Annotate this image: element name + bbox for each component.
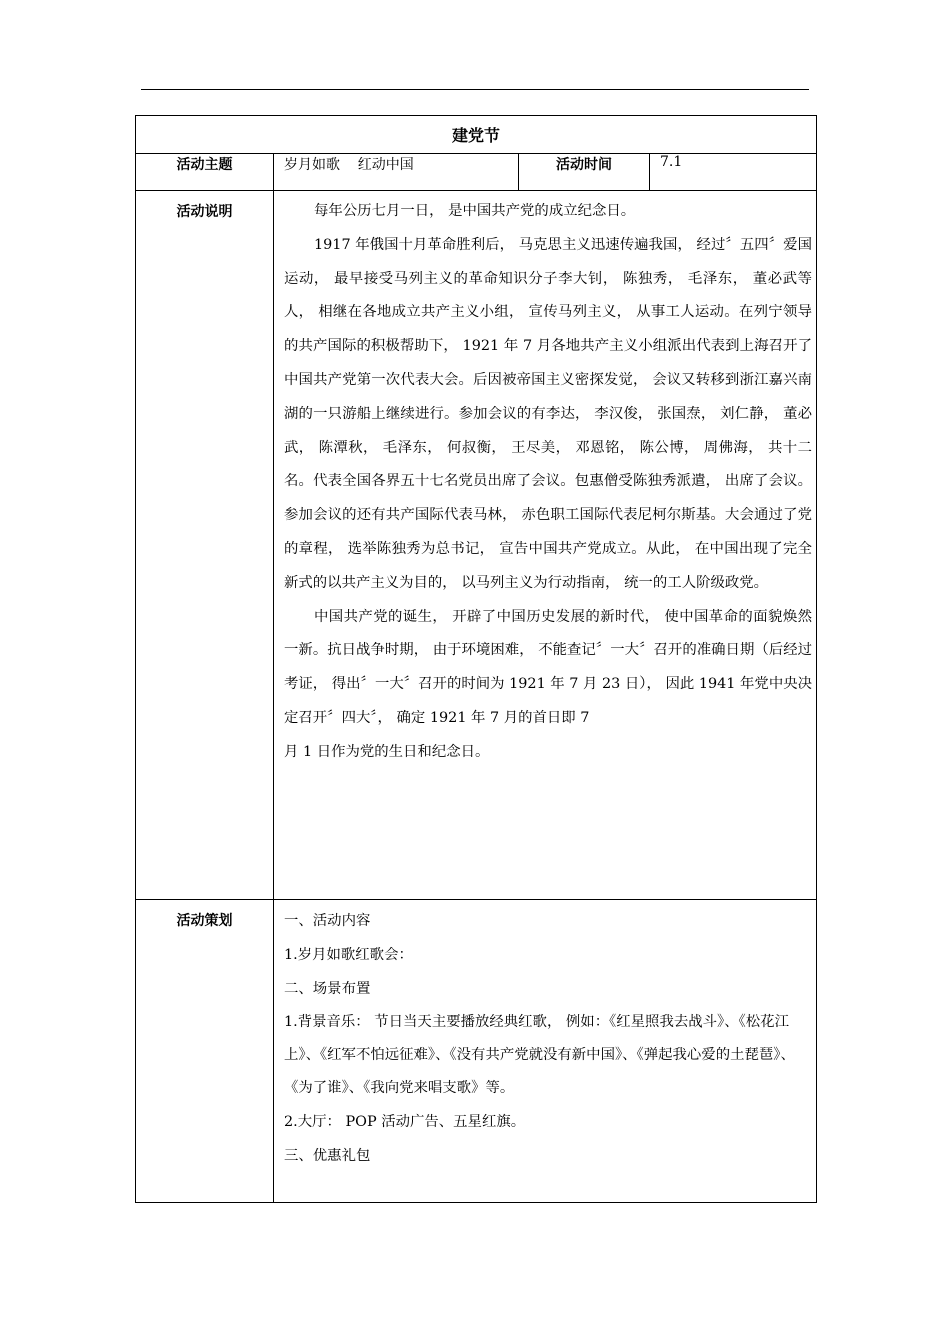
time-label: 活动时间 <box>519 154 650 191</box>
description-paragraph: 1917 年俄国十月革命胜利后， 马克思主义迅速传遍我国， 经过〞五四〞爱国运动， 最早接受马列主义的革命知识分子李大钊， 陈独秀， 毛泽东， 董必武等人， 相继在各地成立共产主义小组， 宣传马列主义， 从事工人运动。在列宁领导的共产国际的积极帮助下， 1921 年 7 月各地共产主义小组派出代表到上海召开了中国共产党第一次代表大会。后因被帝国主义密探发觉， 会议又转移到浙江嘉兴南湖的一只游船上继续进行。参加会议的有李达， 李汉俊， 张国焘， 刘仁静， 董必武， 陈潭秋， 毛泽东， 何叔衡， 王尽美， 邓恩铭， 陈公博， 周佛海， 共十二名。代表全国各界五十七名党员出席了会议。包惠僧受陈独秀派遣， 出席了会议。参加会议的还有共产国际代表马林， 赤色职工国际代表尼柯尔斯基。大会通过了党的章程， 选举陈独秀为总书记， 宣告中国共产党成立。从此， 在中国出现了完全新式的以共产主义为目的， 以马列主义为行动指南， 统一的工人阶级政党。 <box>284 236 813 591</box>
plan-item: 2.大厅： POP 活动广告、五星红旗。 <box>284 1114 526 1130</box>
description-paragraph: 每年公历七月一日， 是中国共产党的成立纪念日。 <box>314 203 636 219</box>
plan-row <box>136 900 817 1203</box>
time-value: 7.1 <box>650 154 817 191</box>
description-body <box>274 191 817 900</box>
plan-label: 活动策划 <box>136 900 274 1203</box>
description-row <box>136 191 817 900</box>
activity-table <box>135 115 817 1203</box>
plan-item: 三、优惠礼包 <box>284 1148 371 1164</box>
theme-label: 活动主题 <box>136 154 274 191</box>
plan-item: 1.岁月如歌红歌会： <box>284 947 413 963</box>
description-label: 活动说明 <box>136 191 274 900</box>
document-title: 建党节 <box>136 116 817 154</box>
description-paragraph: 中国共产党的诞生， 开辟了中国历史发展的新时代， 使中国革命的面貌焕然一新。抗日战争时期， 由于环境困难， 不能查记〞一大〞召开的准确日期（后经过考证， 得出〞一大〞召开的时间为 1921 年 7 月 23 日）， 因此 1941 年党中央决定召开〞四大〞， 确定 1921 年 7 月的首日即 7 <box>284 608 813 726</box>
theme-value: 岁月如歌 红动中国 <box>274 154 519 191</box>
plan-body <box>274 900 817 1203</box>
header-rule <box>141 89 809 90</box>
plan-item: 1.背景音乐： 节日当天主要播放经典红歌， 例如：《红星照我去战斗》、《松花江上》、《红军不怕远征难》、《没有共产党就没有新中国》、《弹起我心爱的土琵琶》、《为了谁》、《我向党来唱支歌》等。 <box>284 1014 795 1096</box>
plan-item: 一、活动内容 <box>284 913 371 929</box>
title-row <box>136 116 817 154</box>
theme-row <box>136 154 817 191</box>
description-paragraph: 月 1 日作为党的生日和纪念日。 <box>284 743 490 760</box>
plan-item: 二、场景布置 <box>284 981 371 997</box>
